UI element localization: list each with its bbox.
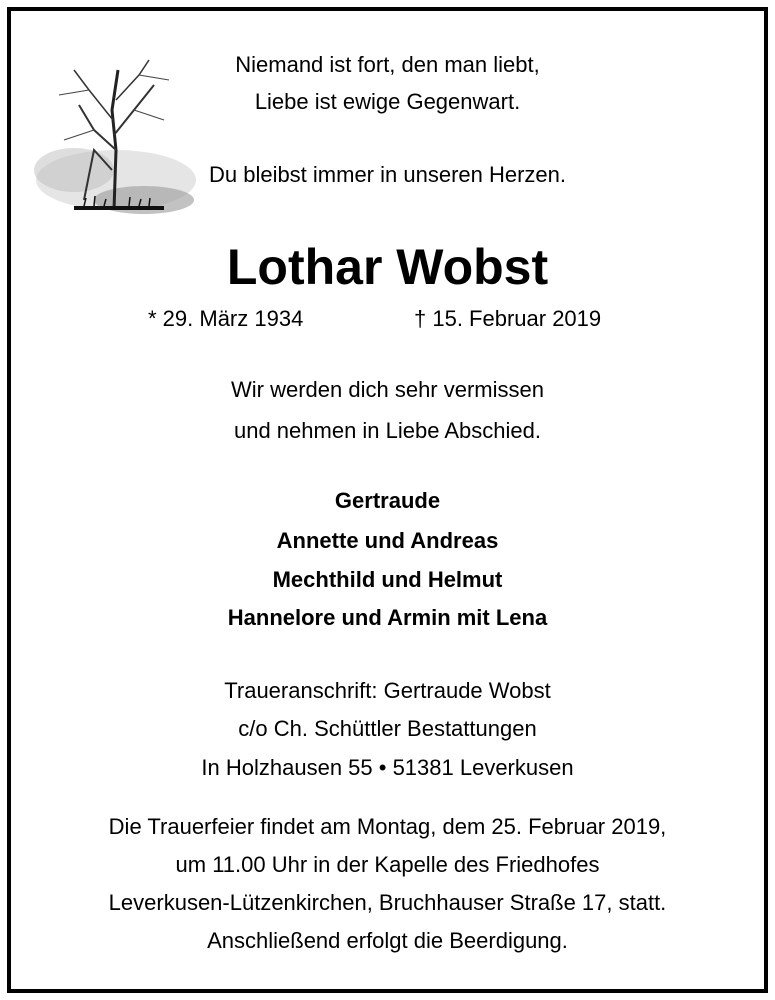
ceremony-line-2: um 11.00 Uhr in der Kapelle des Friedhofes [175, 852, 600, 877]
death-date: † 15. Februar 2019 [414, 306, 602, 331]
address-line-1: Traueranschrift: Gertraude Wobst [224, 678, 551, 703]
deceased-name: Lothar Wobst [226, 239, 549, 295]
farewell-line-2: und nehmen in Liebe Abschied. [233, 418, 541, 443]
mourner-3: Mechthild und Helmut [272, 567, 503, 592]
mourner-4: Hannelore und Armin mit Lena [227, 605, 548, 630]
ceremony-line-4: Anschließend erfolgt die Beerdigung. [207, 928, 568, 953]
address-line-3: In Holzhausen 55 • 51381 Leverkusen [201, 755, 574, 780]
verse-line-1: Niemand ist fort, den man liebt, [235, 52, 540, 77]
address-line-2: c/o Ch. Schüttler Bestattungen [238, 716, 537, 741]
mourner-1: Gertraude [334, 488, 441, 513]
verse-line-2: Liebe ist ewige Gegenwart. [254, 89, 521, 114]
farewell-line-1: Wir werden dich sehr vermissen [231, 377, 544, 402]
verse-line-3: Du bleibst immer in unseren Herzen. [208, 162, 567, 187]
ceremony-line-3: Leverkusen-Lützenkirchen, Bruchhauser Straße 17, statt. [108, 890, 667, 915]
birth-date: * 29. März 1934 [148, 306, 304, 331]
ceremony-line-1: Die Trauerfeier findet am Montag, dem 25. Februar 2019, [108, 814, 667, 839]
mourner-2: Annette und Andreas [276, 528, 499, 553]
